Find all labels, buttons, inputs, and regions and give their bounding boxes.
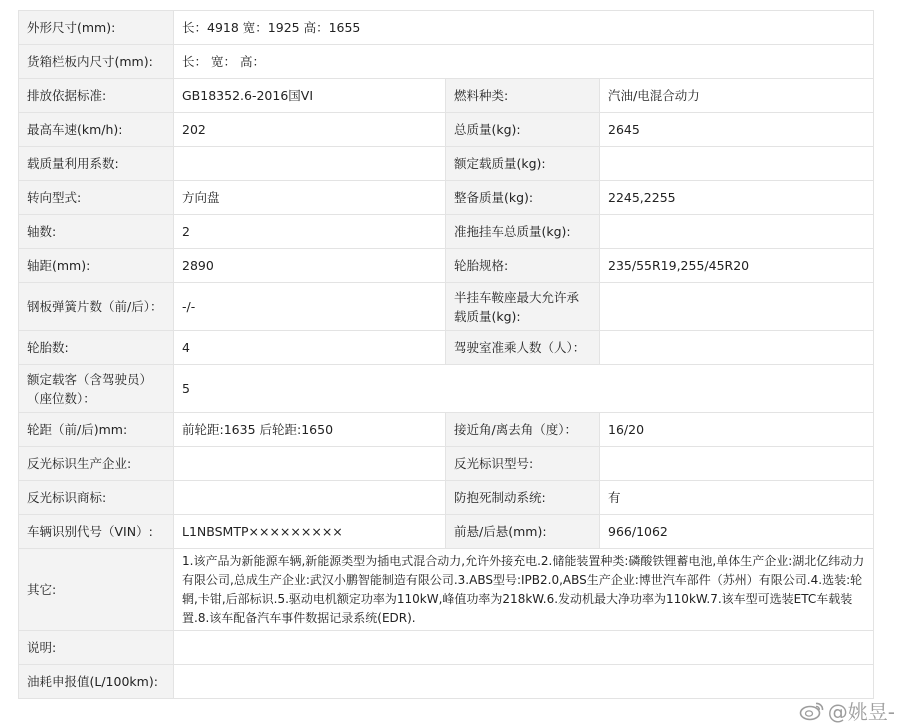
watermark-text: @姚昱-	[827, 700, 895, 724]
row-label: 轮胎规格:	[446, 249, 600, 283]
table-row	[19, 147, 874, 181]
table-row	[19, 11, 874, 45]
row-label: 驾驶室准乘人数（人）：	[446, 331, 600, 365]
row-value	[174, 665, 874, 699]
row-value: 4	[174, 331, 446, 365]
row-value	[174, 631, 874, 665]
table-row	[19, 181, 874, 215]
row-value: 202	[174, 113, 446, 147]
row-value	[600, 447, 874, 481]
row-label: 轮距（前/后)mm:	[19, 413, 174, 447]
row-value	[600, 215, 874, 249]
other-notes-value: 1.该产品为新能源车辆,新能源类型为插电式混合动力,允许外接充电.2.储能装置种类:磷酸铁锂蓄电池,单体生产企业:湖北亿纬动力有限公司,总成生产企业:武汉小鹏智能制造有限公司.3.ABS型号:IPB2.0,ABS生产企业:博世汽车部件（苏州）有限公司.4.选装:轮辋,卡钳,后部标识.5.驱动电机额定功率为110kW,峰值功率为218kW.6.发动机最大净功率为110kW.7.该车型可选装ETC车载装置.8.该车配备汽车事件数据记录系统(EDR).	[174, 549, 874, 631]
vehicle-spec-table	[18, 10, 874, 699]
row-label: 外形尺寸(mm):	[19, 11, 174, 45]
row-label: 防抱死制动系统:	[446, 481, 600, 515]
row-label: 转向型式:	[19, 181, 174, 215]
row-label: 准拖挂车总质量(kg):	[446, 215, 600, 249]
row-value	[174, 447, 446, 481]
row-label: 排放依据标准:	[19, 79, 174, 113]
row-value: 235/55R19,255/45R20	[600, 249, 874, 283]
table-row	[19, 481, 874, 515]
table-row	[19, 447, 874, 481]
row-label: 额定载客（含驾驶员）（座位数）：	[19, 365, 174, 413]
weibo-icon	[799, 701, 825, 721]
table-row	[19, 331, 874, 365]
row-value: 2	[174, 215, 446, 249]
row-value: 2645	[600, 113, 874, 147]
row-value: 长：4918 宽：1925 高：1655	[174, 11, 874, 45]
row-label: 车辆识别代号（VIN）:	[19, 515, 174, 549]
row-label: 总质量(kg):	[446, 113, 600, 147]
row-label: 接近角/离去角（度）：	[446, 413, 600, 447]
row-value: 2245,2255	[600, 181, 874, 215]
row-label: 整备质量(kg):	[446, 181, 600, 215]
row-value: L1NBSMTP×××××××××	[174, 515, 446, 549]
row-label: 半挂车鞍座最大允许承载质量(kg):	[446, 283, 600, 331]
table-row	[19, 665, 874, 699]
row-label: 反光标识型号:	[446, 447, 600, 481]
row-label: 最高车速(km/h):	[19, 113, 174, 147]
row-label: 额定载质量(kg):	[446, 147, 600, 181]
row-label: 说明:	[19, 631, 174, 665]
row-label: 轮胎数:	[19, 331, 174, 365]
table-row	[19, 249, 874, 283]
row-label: 货箱栏板内尺寸(mm):	[19, 45, 174, 79]
row-value: 966/1062	[600, 515, 874, 549]
table-row	[19, 631, 874, 665]
row-value: 汽油/电混合动力	[600, 79, 874, 113]
table-row	[19, 113, 874, 147]
row-value: -/-	[174, 283, 446, 331]
table-row	[19, 413, 874, 447]
row-value	[600, 331, 874, 365]
row-label: 载质量利用系数:	[19, 147, 174, 181]
row-label: 轴数:	[19, 215, 174, 249]
row-value: 方向盘	[174, 181, 446, 215]
row-label: 前悬/后悬(mm):	[446, 515, 600, 549]
table-row	[19, 365, 874, 413]
row-value	[174, 147, 446, 181]
row-value	[600, 147, 874, 181]
row-label: 反光标识生产企业:	[19, 447, 174, 481]
table-row	[19, 515, 874, 549]
row-value: 2890	[174, 249, 446, 283]
weibo-watermark	[799, 696, 895, 725]
row-value	[174, 481, 446, 515]
table-row	[19, 283, 874, 331]
row-label: 钢板弹簧片数（前/后）：	[19, 283, 174, 331]
row-value: 16/20	[600, 413, 874, 447]
row-value: 有	[600, 481, 874, 515]
row-value: 长： 宽： 高：	[174, 45, 874, 79]
table-row	[19, 79, 874, 113]
row-value: 前轮距:1635 后轮距:1650	[174, 413, 446, 447]
row-label: 油耗申报值(L/100km):	[19, 665, 174, 699]
row-label: 反光标识商标:	[19, 481, 174, 515]
row-label: 轴距(mm):	[19, 249, 174, 283]
table-row	[19, 215, 874, 249]
row-value	[600, 283, 874, 331]
table-row	[19, 45, 874, 79]
row-value: GB18352.6-2016国VI	[174, 79, 446, 113]
table-row	[19, 549, 874, 631]
row-value: 5	[174, 365, 874, 413]
row-label: 燃料种类:	[446, 79, 600, 113]
row-label: 其它:	[19, 549, 174, 631]
